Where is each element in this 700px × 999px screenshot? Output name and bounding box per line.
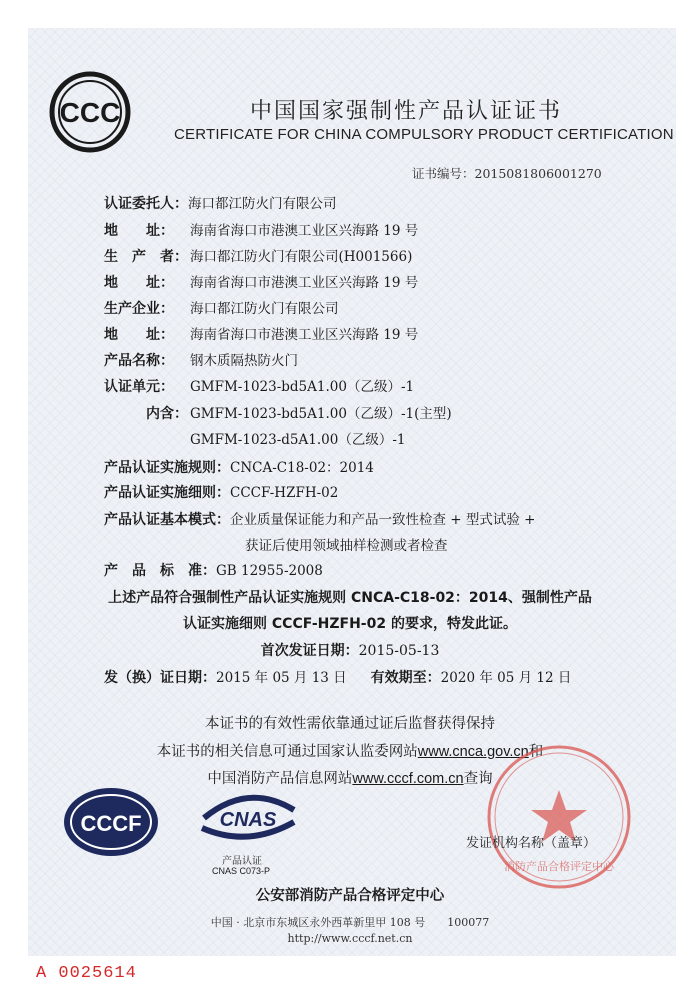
factory-label: 生产企业： bbox=[104, 301, 174, 317]
factory-address-label: 地 址： bbox=[104, 327, 174, 343]
ccc-logo-text: CCC bbox=[59, 97, 121, 128]
official-seal-icon bbox=[484, 742, 634, 892]
detail-label: 产品认证实施细则： bbox=[104, 485, 230, 501]
issuing-center-website: http://www.cccf.net.cn bbox=[287, 932, 413, 945]
unit-value: GMFM-1023-bd5A1.00（乙级）-1 bbox=[190, 379, 415, 395]
manufacturer-address-value: 海南省海口市港澳工业区兴海路 19 号 bbox=[190, 275, 419, 291]
cnca-website-link[interactable]: www.cnca.gov.cn bbox=[417, 744, 529, 760]
standard-value: GB 12955-2008 bbox=[216, 563, 323, 579]
seal-text: 消防产品合格评定中心 bbox=[504, 860, 614, 873]
first-issue-date bbox=[0, 640, 700, 660]
ccc-logo-icon bbox=[48, 70, 132, 154]
issue-date-value: 2015 年 05 月 13 日 bbox=[216, 670, 347, 686]
unit-label: 认证单元： bbox=[104, 379, 174, 395]
issuer-label: 发证机构名称（盖章） bbox=[466, 836, 597, 851]
field-detail bbox=[104, 482, 338, 502]
mode-value-2: 获证后使用领域抽样检测或者检查 bbox=[245, 538, 448, 554]
applicant-address-label: 地 址： bbox=[104, 223, 174, 239]
statement-line-2: 认证实施细则 CCCF-HZFH-02 的要求，特发此证。 bbox=[183, 616, 517, 632]
cccf-website-link[interactable]: www.cccf.com.cn bbox=[352, 771, 464, 787]
cccf-logo-text: CCCF bbox=[80, 811, 142, 836]
first-issue-value: 2015-05-13 bbox=[358, 643, 440, 659]
manufacturer-label: 生 产 者： bbox=[104, 249, 188, 265]
cnas-logo-text: CNAS bbox=[219, 809, 277, 831]
factory-address-value: 海南省海口市港澳工业区兴海路 19 号 bbox=[190, 327, 419, 343]
rule-label: 产品认证实施规则： bbox=[104, 460, 230, 476]
field-mode-2 bbox=[245, 534, 448, 554]
issue-validity-dates bbox=[104, 666, 571, 687]
notice-line-2-post: 和 bbox=[528, 744, 544, 760]
contains-label: 内含： bbox=[146, 406, 188, 422]
field-applicant-address bbox=[104, 219, 418, 240]
field-mode bbox=[104, 508, 536, 529]
title-chinese: 中国国家强制性产品认证证书 bbox=[250, 99, 563, 124]
applicant-value: 海口都江防火门有限公司 bbox=[188, 196, 337, 212]
cnas-code: CNAS C073-P bbox=[212, 866, 271, 876]
applicant-label: 认证委托人： bbox=[104, 196, 188, 212]
field-standard bbox=[104, 560, 323, 580]
title-english: CERTIFICATE FOR CHINA COMPULSORY PRODUCT CERTIFICATION bbox=[174, 126, 674, 143]
mode-label: 产品认证基本模式： bbox=[104, 512, 230, 528]
field-rule bbox=[104, 456, 374, 477]
notice-line-3-post: 查询 bbox=[463, 771, 493, 787]
detail-value: CCCF-HZFH-02 bbox=[230, 485, 339, 501]
standard-label: 产 品 标 准： bbox=[104, 563, 216, 579]
factory-value: 海口都江防火门有限公司 bbox=[190, 301, 339, 317]
cnas-caption: 产品认证 bbox=[222, 856, 262, 867]
field-manufacturer bbox=[104, 245, 412, 266]
manufacturer-address-label: 地 址： bbox=[104, 275, 174, 291]
contains-value-main: GMFM-1023-bd5A1.00（乙级）-1(主型) bbox=[190, 406, 452, 422]
field-factory bbox=[104, 297, 339, 318]
issue-date-label: 发（换）证日期： bbox=[104, 670, 216, 686]
field-factory-address bbox=[104, 323, 418, 344]
manufacturer-value: 海口都江防火门有限公司(H001566) bbox=[190, 249, 413, 265]
field-applicant bbox=[104, 192, 337, 213]
product-name-label: 产品名称： bbox=[104, 353, 174, 369]
field-manufacturer-address bbox=[104, 271, 418, 292]
rule-value: CNCA-C18-02：2014 bbox=[230, 460, 374, 476]
notice-line-2-pre: 本证书的相关信息可通过国家认监委网站 bbox=[156, 744, 418, 760]
first-issue-label: 首次发证日期： bbox=[260, 643, 359, 659]
certificate-number: 证书编号：2015081806001270 bbox=[412, 166, 602, 181]
field-product-name bbox=[104, 349, 298, 370]
cccf-logo-icon bbox=[62, 786, 160, 858]
issuing-center-address: 中国 · 北京市东城区永外西革新里甲 108 号 100077 bbox=[210, 916, 490, 929]
applicant-address-value: 海南省海口市港澳工业区兴海路 19 号 bbox=[190, 223, 419, 239]
statement-line-1: 上述产品符合强制性产品认证实施规则 CNCA-C18-02：2014、强制性产品 bbox=[108, 590, 592, 606]
notice-line-1: 本证书的有效性需依靠通过证后监督获得保持 bbox=[205, 716, 495, 732]
issuing-center-name: 公安部消防产品合格评定中心 bbox=[255, 888, 445, 904]
product-name-value: 钢木质隔热防火门 bbox=[190, 353, 298, 369]
field-certification-unit bbox=[104, 375, 414, 396]
serial-number: A 0025614 bbox=[36, 964, 137, 983]
cnas-logo-icon bbox=[196, 788, 300, 844]
field-contains bbox=[146, 402, 452, 423]
contains-value-second: GMFM-1023-d5A1.00（乙级）-1 bbox=[190, 432, 406, 448]
valid-until-value: 2020 年 05 月 12 日 bbox=[440, 670, 572, 686]
mode-value-1: 企业质量保证能力和产品一致性检查 + 型式试验 + bbox=[230, 512, 536, 528]
valid-until-label: 有效期至： bbox=[370, 670, 441, 686]
field-contains-2 bbox=[190, 428, 405, 448]
notice-line-3-pre: 中国消防产品信息网站 bbox=[207, 771, 353, 787]
